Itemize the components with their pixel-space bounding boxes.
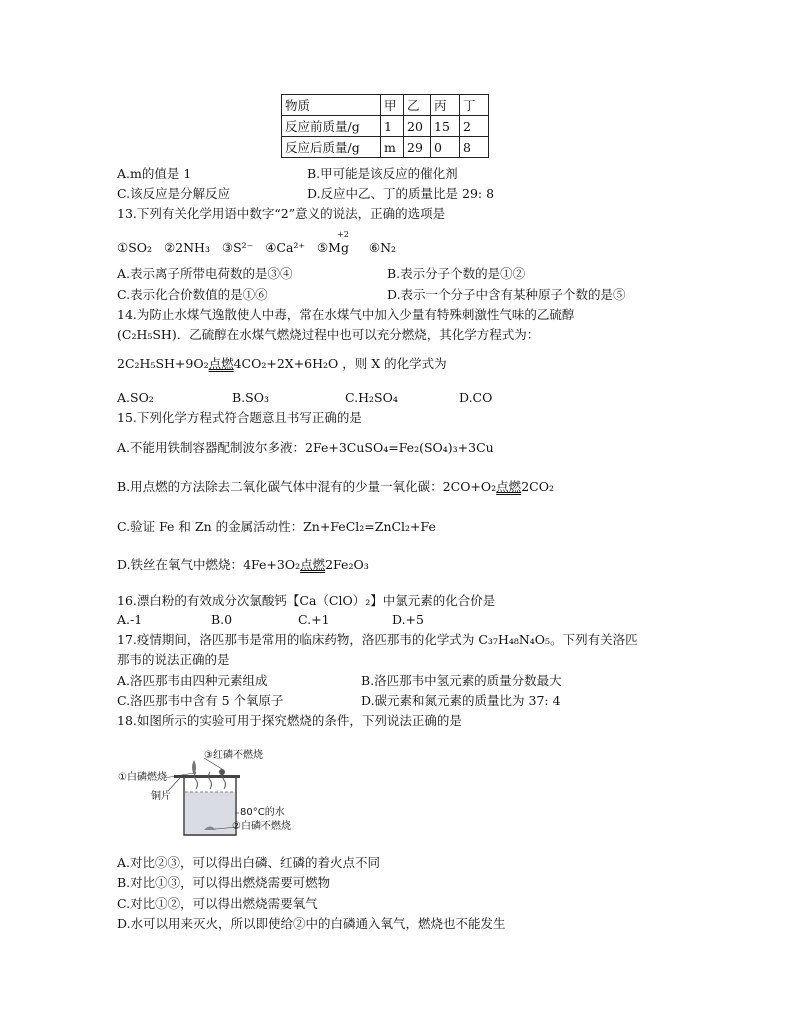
table-cell: 8 xyxy=(460,137,489,158)
q15-d-eq-right: 2Fe₂O₃ xyxy=(325,557,369,572)
q15-option-d xyxy=(117,557,369,573)
q18-option-a: A.对比②③，可以得出白磷、红磷的着火点不同 xyxy=(117,855,381,870)
combustion-experiment-diagram xyxy=(118,747,318,839)
q14-line2: (C₂H₅SH)．乙硫醇在水煤气燃烧过程中也可以充分燃烧，其化学方程式为： xyxy=(117,327,540,342)
q17-line2: 那韦的说法正确的是 xyxy=(117,652,230,667)
diagram-label-copper-plate: 铜片 xyxy=(151,791,171,802)
header-cell: 甲 xyxy=(381,95,404,116)
q14-option-b: B.SO₃ xyxy=(232,390,269,405)
q14-option-a: A.SO₂ xyxy=(117,390,154,405)
q15-a-eq: 2Fe+3CuSO₄=Fe₂(SO₄)₃+3Cu xyxy=(305,440,494,455)
q13-items xyxy=(117,240,396,256)
diagram-label-white-phosphorus-not-burning: ②白磷不燃烧 xyxy=(232,821,291,832)
q15-a-text: A.不能用铁制容器配制波尔多液： xyxy=(117,440,306,455)
q15-option-b xyxy=(117,479,554,495)
q15-d-eq-left: 4Fe+3O₂ xyxy=(243,557,301,572)
q14-option-d: D.CO xyxy=(459,390,493,405)
q13-item: ②2NH₃ xyxy=(163,240,210,255)
q13-item: ①SO₂ xyxy=(117,240,153,255)
header-cell: 丙 xyxy=(431,95,460,116)
q16-option-b: B.0 xyxy=(211,612,233,627)
table-cell: 20 xyxy=(404,116,431,137)
q16-option-a: A.-1 xyxy=(117,612,143,627)
q13-item: ④Ca²⁺ xyxy=(265,240,306,255)
table-cell: 15 xyxy=(431,116,460,137)
q14-line1: 14.为防止水煤气逸散使人中毒，常在水煤气中加入少量有特殊刺激性气味的乙硫醇 xyxy=(117,307,575,322)
q12-option-b: B.甲可能是该反应的催化剂 xyxy=(307,166,458,181)
mass-table xyxy=(281,94,489,158)
q15-b-eq-left: 2CO+O₂ xyxy=(442,479,497,494)
q15-d-text: D.铁丝在氧气中燃烧： xyxy=(117,557,244,572)
q12-option-c: C.该反应是分解反应 xyxy=(117,186,231,201)
q15-b-text: B.用点燃的方法除去二氧化碳气体中混有的少量一氧化碳： xyxy=(117,479,443,494)
q13-option-a: A.表示离子所带电荷数的是③④ xyxy=(117,266,293,281)
q15-c-eq: Zn+FeCl₂=ZnCl₂+Fe xyxy=(303,519,436,534)
q15-option-a xyxy=(117,440,494,456)
q14-option-c: C.H₂SO₄ xyxy=(345,390,398,405)
q13-item: ③S²⁻ xyxy=(221,240,254,255)
q13-item: ⑥N₂ xyxy=(368,240,397,255)
q17-option-c: C.洛匹那韦中含有 5 个氧原子 xyxy=(117,693,284,708)
table-row xyxy=(282,137,489,158)
q18-option-c: C.对比①②，可以得出燃烧需要氧气 xyxy=(117,896,318,911)
q17-option-a: A.洛匹那韦由四种元素组成 xyxy=(117,673,268,688)
table-cell: 2 xyxy=(460,116,489,137)
eq-condition: 点燃 xyxy=(208,356,234,371)
q13-option-c: C.表示化合价数值的是①⑥ xyxy=(117,287,268,302)
q17-option-d: D.碳元素和氮元素的质量比为 37: 4 xyxy=(361,693,561,708)
q18-option-b: B.对比①③，可以得出燃烧需要可燃物 xyxy=(117,875,331,890)
eq-tail: ，则 X 的化学式为 xyxy=(342,356,447,371)
header-cell: 物质 xyxy=(282,95,381,116)
table-row xyxy=(282,116,489,137)
q13-option-b: B.表示分子个数的是①② xyxy=(387,266,526,281)
q18-stem: 18.如图所示的实验可用于探究燃烧的条件，下列说法正确的是 xyxy=(117,713,462,728)
diagram-label-hot-water: 80°C的水 xyxy=(240,807,285,818)
q13-stem: 13.下列有关化学用语中数字“2”意义的说法，正确的选项是 xyxy=(117,206,446,221)
table-header-row xyxy=(282,95,489,116)
q13-option-d: D.表示一个分子中含有某种原子个数的是⑤ xyxy=(387,287,626,302)
q15-b-cond: 点燃 xyxy=(496,479,522,494)
q14-equation xyxy=(117,356,447,372)
q15-stem: 15.下列化学方程式符合题意且书写正确的是 xyxy=(117,410,362,425)
q12-option-d: D.反应中乙、丁的质量比是 29: 8 xyxy=(307,186,495,201)
mg-charge: +2 xyxy=(337,230,349,239)
table-cell: 1 xyxy=(381,116,404,137)
q17-line1: 17.疫情期间，洛匹那韦是常用的临床药物，洛匹那韦的化学式为 C₃₇H₄₈N₄O₅。下列有关洛匹 xyxy=(117,632,638,647)
diagram-label-red-phosphorus: ③红磷不燃烧 xyxy=(204,750,263,761)
table-cell: m xyxy=(381,137,404,158)
table-cell: 反应前质量/g xyxy=(282,116,381,137)
q13-item: ⑤Mg xyxy=(316,240,349,255)
q16-stem: 16.漂白粉的有效成分次氯酸钙【Ca（ClO）₂】中氯元素的化合价是 xyxy=(117,593,496,608)
q12-option-a: A.m的值是 1 xyxy=(117,166,192,181)
header-cell: 乙 xyxy=(404,95,431,116)
q15-option-c xyxy=(117,519,436,535)
q15-c-text: C.验证 Fe 和 Zn 的金属活动性： xyxy=(117,519,304,534)
table-cell: 反应后质量/g xyxy=(282,137,381,158)
q15-b-eq-right: 2CO₂ xyxy=(521,479,554,494)
diagram-label-white-phosphorus-burning: ①白磷燃烧 xyxy=(118,772,167,783)
table-cell: 29 xyxy=(404,137,431,158)
q17-option-b: B.洛匹那韦中氢元素的质量分数最大 xyxy=(361,673,562,688)
eq-right: 4CO₂+2X+6H₂O xyxy=(233,356,339,371)
table-cell: 0 xyxy=(431,137,460,158)
header-cell: 丁 xyxy=(460,95,489,116)
eq-left: 2C₂H₅SH+9O₂ xyxy=(117,356,209,371)
q16-option-c: C.+1 xyxy=(298,612,330,627)
q18-option-d: D.水可以用来灭火，所以即使给②中的白磷通入氧气，燃烧也不能发生 xyxy=(117,916,506,931)
q16-option-d: D.+5 xyxy=(392,612,424,627)
q15-d-cond: 点燃 xyxy=(300,557,326,572)
